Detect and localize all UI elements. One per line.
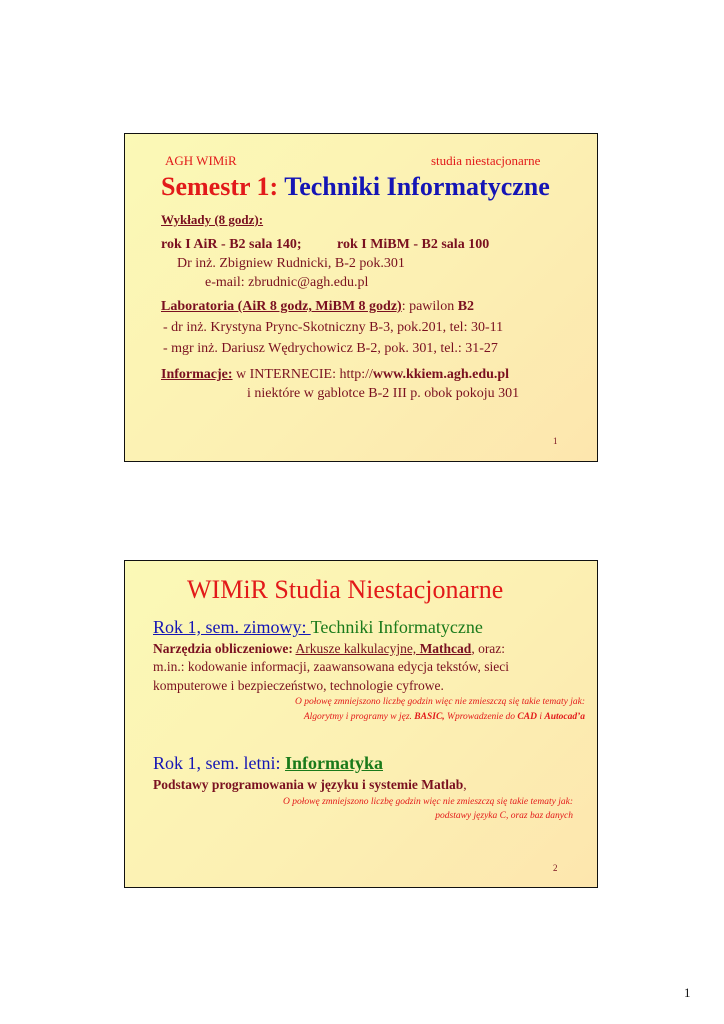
summer-subject: Informatyka: [285, 753, 383, 773]
tools-mathcad[interactable]: Mathcad: [419, 641, 472, 656]
desc-line-1: m.in.: kodowanie informacji, zaawansowana edycja tekstów, sieci: [153, 659, 510, 674]
note-1-autocad: Autocad’a: [544, 712, 585, 722]
summer-desc-comma: ,: [463, 777, 467, 792]
rooms-air: rok I AiR - B2 sala 140;: [161, 237, 302, 252]
lab-person-2: - mgr inż. Dariusz Wędrychowicz B-2, pok. 301, tel.: 31-27: [163, 341, 498, 356]
labs-line: [161, 299, 474, 315]
desc-line-2: komputerowe i bezpieczeństwo, technologie cyfrowe.: [153, 678, 444, 693]
note-1-line-1: O połowę zmniejszono liczbę godzin więc nie zmieszczą się takie tematy jak:: [295, 697, 585, 707]
slide-1: [124, 133, 598, 462]
lab-person-1: - dr inż. Krystyna Prync-Skotniczny B-3, pok.201, tel: 30-11: [163, 320, 504, 335]
info-text: w INTERNECIE: http://: [232, 367, 373, 382]
title-prefix: Semestr 1:: [161, 172, 279, 201]
tools-line: [153, 641, 505, 657]
note-1-cad: CAD: [517, 712, 537, 722]
tools-label: Narzędzia obliczeniowe:: [153, 641, 293, 656]
labs-building: B2: [457, 299, 475, 314]
winter-prefix: Rok 1, sem. zimowy:: [153, 617, 311, 637]
info-label: Informacje:: [161, 367, 233, 382]
header-left: AGH WIMiR: [165, 153, 237, 168]
slide-title: WIMiR Studia Niestacjonarne: [187, 575, 504, 604]
winter-subject: Techniki Informatyczne: [310, 617, 483, 637]
labs-label: Laboratoria (AiR 8 godz, MiBM 8 godz): [161, 299, 402, 314]
info-line: [161, 367, 509, 383]
slide-title: [161, 172, 550, 202]
note-1-text-c: i: [536, 712, 545, 722]
tools-rest: , oraz:: [471, 641, 506, 656]
email[interactable]: e-mail: zbrudnic@agh.edu.pl: [205, 275, 369, 290]
summer-desc: Podstawy programowania w języku i systemie Matlab: [153, 777, 464, 792]
note-1-text-b: Wprowadzenie do: [444, 712, 518, 722]
note-2-line-1: O połowę zmniejszono liczbę godzin więc nie zmieszczą się takie tematy jak:: [283, 797, 573, 807]
header-right: studia niestacjonarne: [431, 153, 541, 168]
rooms-mibm: rok I MiBM - B2 sala 100: [337, 237, 490, 252]
slide-2: [124, 560, 598, 888]
note-1-line-2: [304, 712, 585, 722]
page-number: 1: [684, 985, 691, 1000]
winter-heading: [153, 617, 483, 638]
slide-page-number: 2: [553, 863, 558, 873]
slide-page-number: 1: [553, 436, 558, 446]
summer-desc-line: [153, 777, 467, 793]
note-1-basic: BASIC,: [414, 712, 445, 722]
summer-prefix: Rok 1, sem. letni:: [153, 753, 285, 773]
note-2-line-2: podstawy języka C, oraz baz danych: [435, 811, 573, 821]
lectures-label: Wykłady (8 godz):: [161, 212, 264, 227]
info-line-2: i niektóre w gablotce B-2 III p. obok pokoju 301: [247, 386, 520, 401]
labs-colon: : pawilon: [401, 299, 458, 314]
lecturer: Dr inż. Zbigniew Rudnicki, B-2 pok.301: [177, 256, 405, 271]
summer-heading: [153, 753, 383, 774]
info-url[interactable]: www.kkiem.agh.edu.pl: [372, 367, 510, 382]
note-1-text-a: Algorytmy i programy w jęz.: [303, 712, 415, 722]
tools-link[interactable]: Arkusze kalkulacyjne,: [295, 641, 420, 656]
title-main: Techniki Informatyczne: [284, 172, 550, 201]
